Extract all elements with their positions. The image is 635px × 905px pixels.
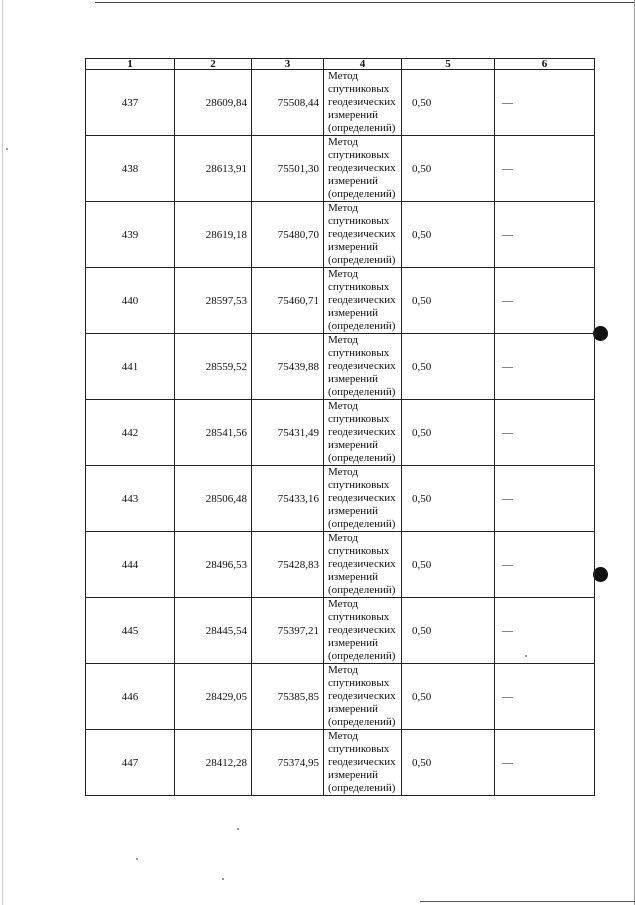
table-row [86, 136, 595, 202]
accuracy-value: 0,50 [402, 136, 495, 202]
method-line: измерений [328, 769, 378, 781]
method-line: измерений [328, 571, 378, 583]
point-description: — [495, 70, 595, 136]
coordinate-x: 28619,18 [175, 202, 252, 268]
punch-hole-mark [593, 567, 608, 582]
coordinate-y: 75480,70 [252, 202, 324, 268]
method-line: (определений) [328, 122, 396, 134]
method-cell [324, 730, 402, 796]
column-header: 1 [86, 59, 175, 70]
method-line: геодезических [328, 756, 396, 768]
method-cell [324, 202, 402, 268]
method-line: (определений) [328, 254, 396, 266]
method-line: спутниковых [328, 83, 390, 95]
coordinate-y: 75397,21 [252, 598, 324, 664]
point-description: — [495, 466, 595, 532]
scan-speck [237, 828, 239, 830]
coordinate-y: 75428,83 [252, 532, 324, 598]
scan-speck [6, 148, 8, 150]
method-cell [324, 532, 402, 598]
method-line: геодезических [328, 96, 396, 108]
column-header: 6 [495, 59, 595, 70]
coordinate-y: 75374,95 [252, 730, 324, 796]
method-line: геодезических [328, 492, 396, 504]
method-line: (определений) [328, 518, 396, 530]
column-header: 5 [402, 59, 495, 70]
point-description: — [495, 532, 595, 598]
point-number: 443 [86, 466, 175, 532]
method-line: измерений [328, 637, 378, 649]
scan-edge-bottom [420, 901, 635, 902]
method-line: Метод [328, 598, 358, 610]
accuracy-value: 0,50 [402, 334, 495, 400]
method-line: Метод [328, 136, 358, 148]
table-row [86, 334, 595, 400]
point-number: 438 [86, 136, 175, 202]
method-line: геодезических [328, 228, 396, 240]
point-number: 444 [86, 532, 175, 598]
method-line: Метод [328, 70, 358, 82]
method-line: спутниковых [328, 347, 390, 359]
table-row [86, 268, 595, 334]
coordinate-y: 75501,30 [252, 136, 324, 202]
method-cell [324, 400, 402, 466]
method-line: Метод [328, 466, 358, 478]
method-line: спутниковых [328, 215, 390, 227]
method-line: спутниковых [328, 677, 390, 689]
coordinate-y: 75508,44 [252, 70, 324, 136]
point-description: — [495, 400, 595, 466]
method-line: геодезических [328, 162, 396, 174]
method-line: геодезических [328, 360, 396, 372]
method-line: (определений) [328, 386, 396, 398]
method-line: (определений) [328, 188, 396, 200]
point-description: — [495, 202, 595, 268]
method-line: Метод [328, 334, 358, 346]
point-number: 441 [86, 334, 175, 400]
coordinate-x: 28541,56 [175, 400, 252, 466]
method-line: измерений [328, 175, 378, 187]
scan-speck [222, 878, 224, 880]
coordinate-x: 28559,52 [175, 334, 252, 400]
method-line: спутниковых [328, 743, 390, 755]
scan-edge-top [95, 2, 635, 3]
column-header: 2 [175, 59, 252, 70]
column-header: 4 [324, 59, 402, 70]
method-line: измерений [328, 439, 378, 451]
method-line: (определений) [328, 650, 396, 662]
method-cell [324, 598, 402, 664]
point-number: 446 [86, 664, 175, 730]
coordinate-x: 28429,05 [175, 664, 252, 730]
coordinate-x: 28445,54 [175, 598, 252, 664]
point-description: — [495, 136, 595, 202]
method-line: (определений) [328, 716, 396, 728]
coordinate-x: 28597,53 [175, 268, 252, 334]
punch-hole-mark [593, 326, 608, 341]
coordinate-x: 28496,53 [175, 532, 252, 598]
coordinate-y: 75385,85 [252, 664, 324, 730]
table-row [86, 532, 595, 598]
table-header-row [86, 59, 595, 70]
coordinate-x: 28613,91 [175, 136, 252, 202]
method-line: измерений [328, 703, 378, 715]
coordinates-table [85, 58, 595, 796]
method-cell [324, 70, 402, 136]
table-body [86, 70, 595, 796]
method-line: геодезических [328, 426, 396, 438]
point-description: — [495, 664, 595, 730]
coordinate-x: 28412,28 [175, 730, 252, 796]
table-row [86, 466, 595, 532]
scan-speck [136, 858, 138, 860]
method-line: спутниковых [328, 545, 390, 557]
accuracy-value: 0,50 [402, 532, 495, 598]
point-description: — [495, 334, 595, 400]
method-line: геодезических [328, 690, 396, 702]
coordinate-y: 75460,71 [252, 268, 324, 334]
point-description: — [495, 730, 595, 796]
accuracy-value: 0,50 [402, 268, 495, 334]
table-row [86, 730, 595, 796]
method-line: Метод [328, 664, 358, 676]
point-number: 445 [86, 598, 175, 664]
method-line: спутниковых [328, 413, 390, 425]
accuracy-value: 0,50 [402, 202, 495, 268]
method-line: измерений [328, 109, 378, 121]
method-line: (определений) [328, 782, 396, 794]
column-header: 3 [252, 59, 324, 70]
method-line: спутниковых [328, 611, 390, 623]
method-line: Метод [328, 532, 358, 544]
method-line: геодезических [328, 558, 396, 570]
method-line: спутниковых [328, 479, 390, 491]
method-cell [324, 466, 402, 532]
method-line: (определений) [328, 452, 396, 464]
point-description: — [495, 268, 595, 334]
coordinate-y: 75431,49 [252, 400, 324, 466]
method-line: геодезических [328, 294, 396, 306]
point-number: 447 [86, 730, 175, 796]
table-row [86, 664, 595, 730]
accuracy-value: 0,50 [402, 70, 495, 136]
table-row [86, 400, 595, 466]
table-row [86, 70, 595, 136]
accuracy-value: 0,50 [402, 664, 495, 730]
method-line: Метод [328, 400, 358, 412]
accuracy-value: 0,50 [402, 730, 495, 796]
method-line: измерений [328, 307, 378, 319]
method-cell [324, 334, 402, 400]
method-cell [324, 664, 402, 730]
accuracy-value: 0,50 [402, 598, 495, 664]
method-line: спутниковых [328, 149, 390, 161]
accuracy-value: 0,50 [402, 400, 495, 466]
method-cell [324, 136, 402, 202]
method-line: Метод [328, 730, 358, 742]
table-row [86, 598, 595, 664]
method-line: геодезических [328, 624, 396, 636]
point-number: 437 [86, 70, 175, 136]
method-line: измерений [328, 505, 378, 517]
method-line: (определений) [328, 320, 396, 332]
coordinate-x: 28609,84 [175, 70, 252, 136]
point-description: — [495, 598, 595, 664]
table-row [86, 202, 595, 268]
coordinate-y: 75433,16 [252, 466, 324, 532]
method-line: измерений [328, 373, 378, 385]
coordinate-y: 75439,88 [252, 334, 324, 400]
point-number: 442 [86, 400, 175, 466]
method-line: Метод [328, 202, 358, 214]
method-line: Метод [328, 268, 358, 280]
accuracy-value: 0,50 [402, 466, 495, 532]
method-line: (определений) [328, 584, 396, 596]
scan-edge-left [2, 0, 3, 905]
method-cell [324, 268, 402, 334]
point-number: 439 [86, 202, 175, 268]
method-line: спутниковых [328, 281, 390, 293]
coordinate-x: 28506,48 [175, 466, 252, 532]
method-line: измерений [328, 241, 378, 253]
point-number: 440 [86, 268, 175, 334]
